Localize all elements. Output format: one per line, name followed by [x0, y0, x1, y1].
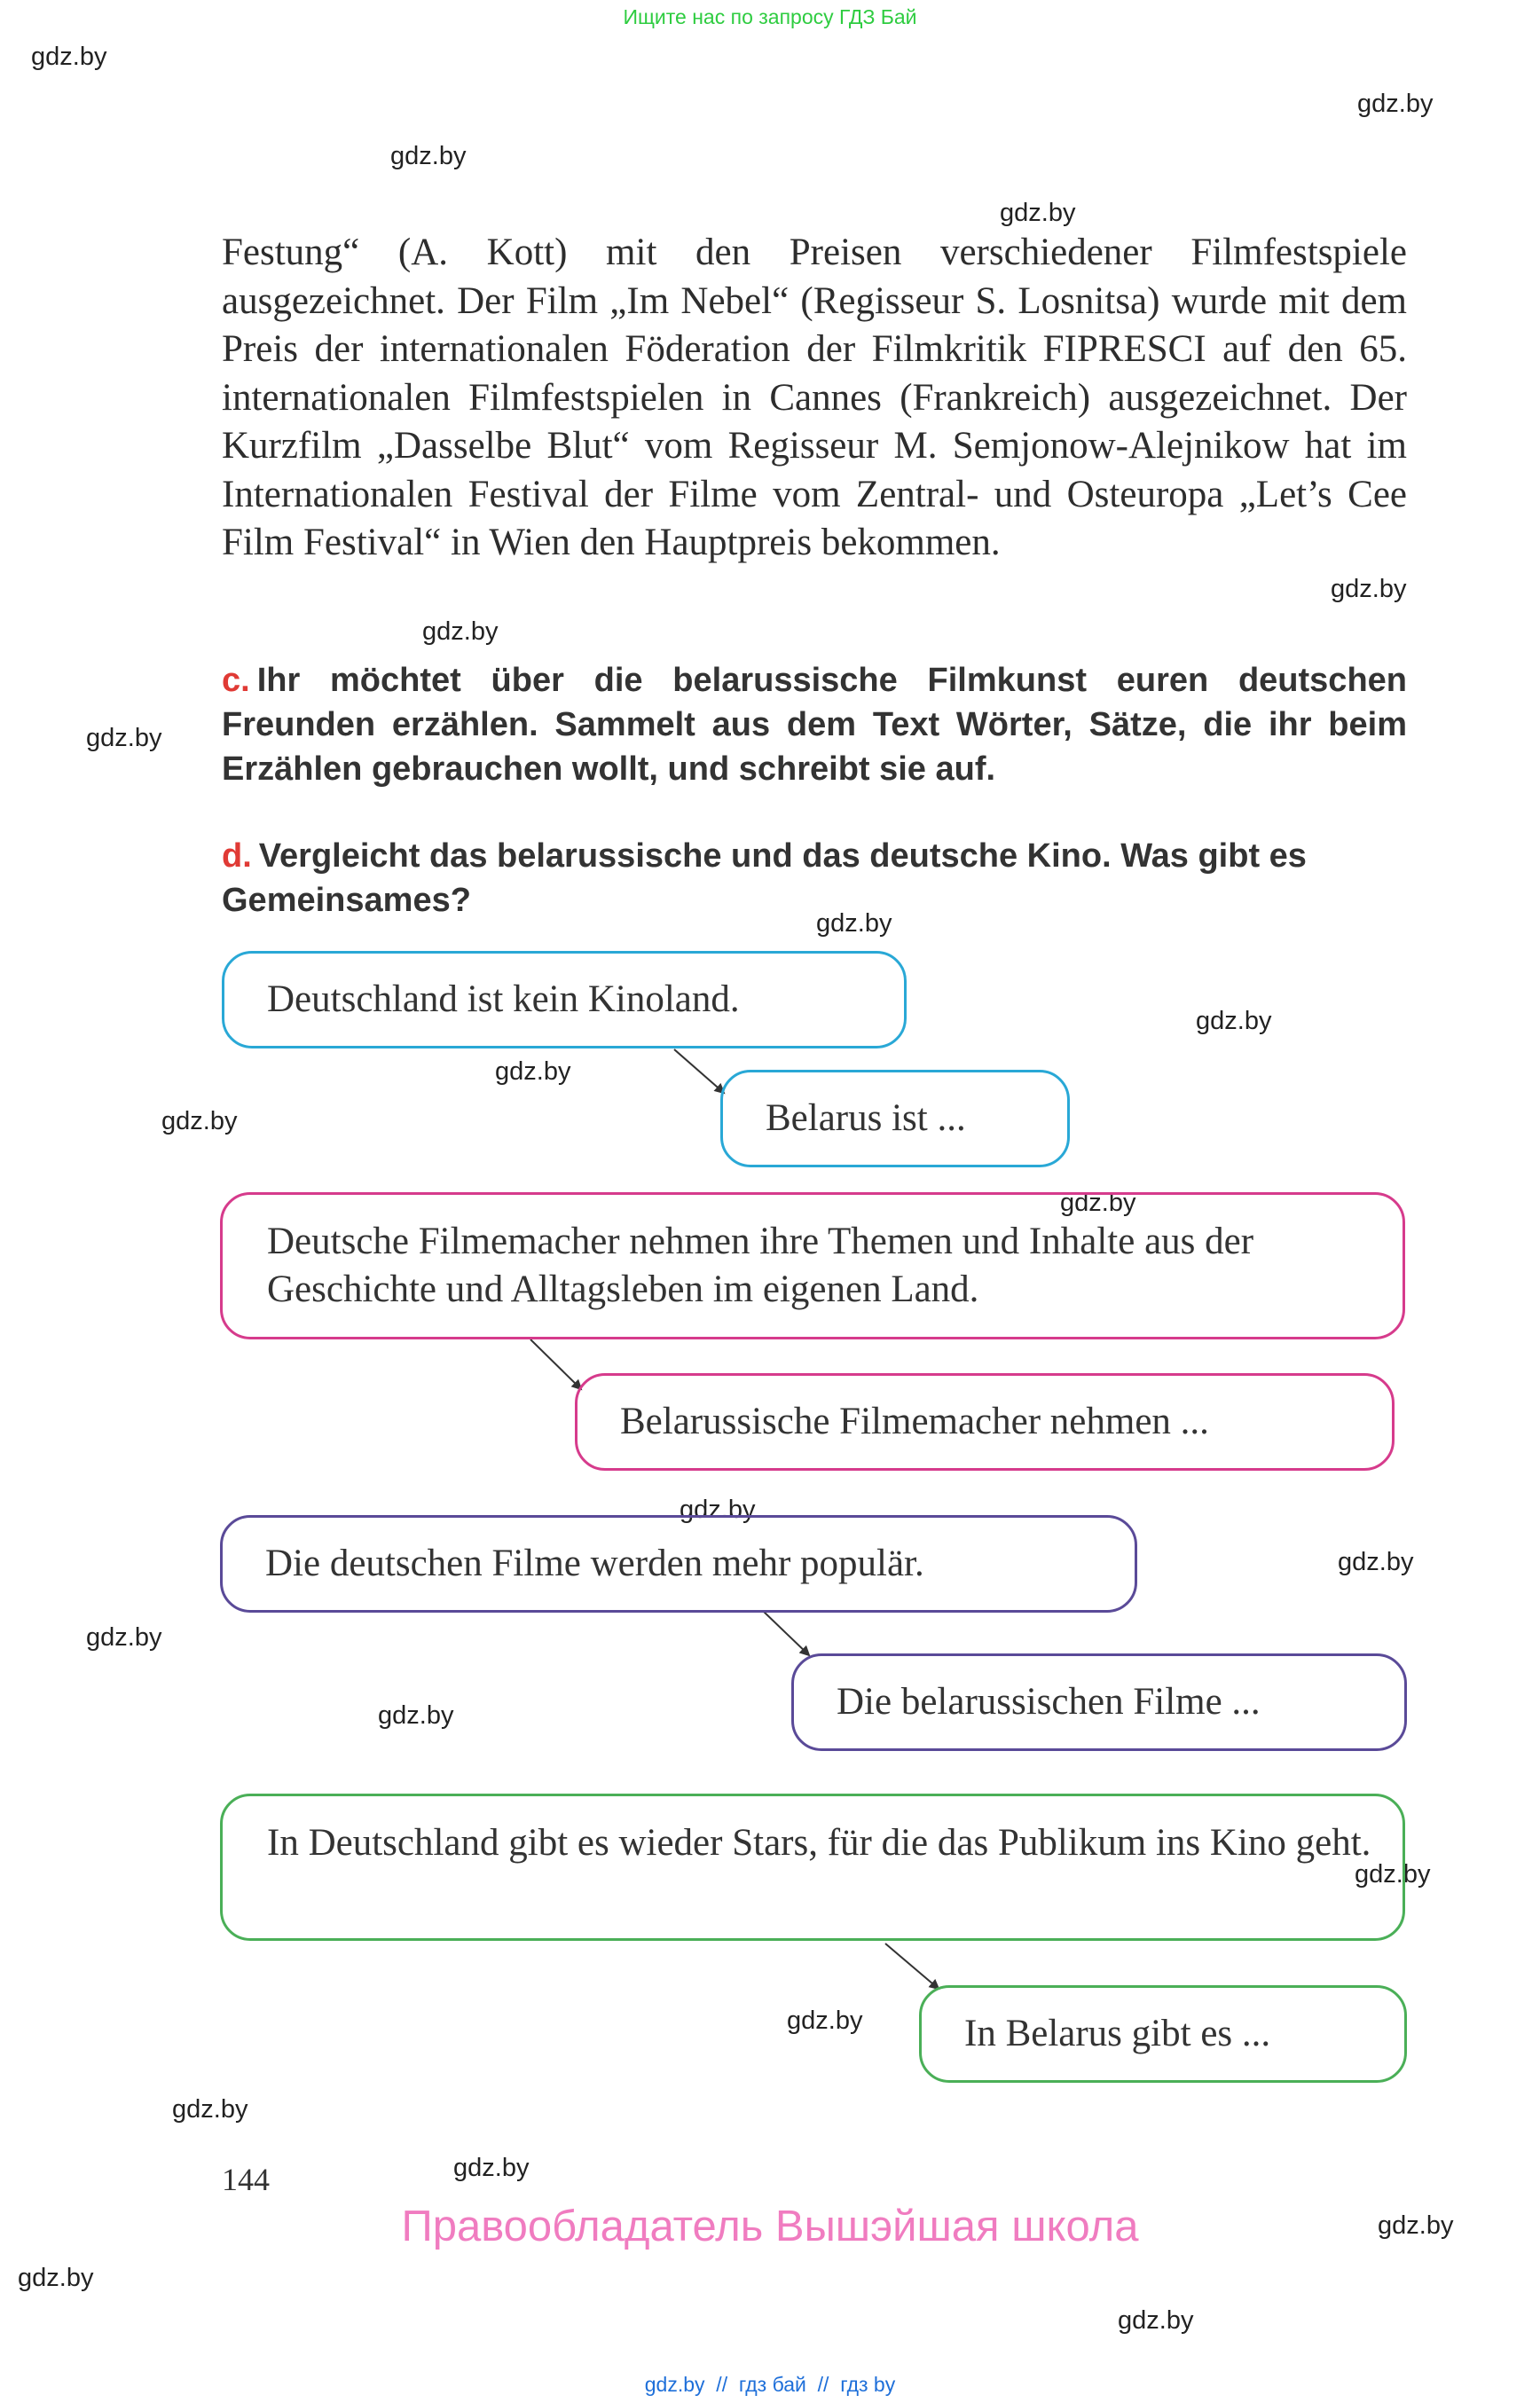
- prompt-bubble-1: Belarus ist ...: [720, 1070, 1070, 1167]
- statement-bubble-1: Deutschland ist kein Kinoland.: [222, 951, 907, 1048]
- watermark: gdz.by: [378, 1701, 454, 1730]
- top-banner: Ищите нас по запросу ГДЗ Бай: [623, 5, 917, 28]
- watermark: gdz.by: [18, 2264, 94, 2292]
- prompt-bubble-3: Die belarussischen Filme ...: [791, 1653, 1407, 1751]
- arrow-3: [763, 1611, 809, 1655]
- task-d-letter: d.: [222, 837, 252, 875]
- watermark: gdz.by: [1060, 1189, 1136, 1217]
- watermark: gdz.by: [1196, 1007, 1272, 1035]
- watermark: gdz.by: [495, 1057, 571, 1086]
- watermark: gdz.by: [1355, 1860, 1431, 1889]
- watermark: gdz.by: [1338, 1548, 1414, 1576]
- watermark: gdz.by: [422, 617, 499, 646]
- watermark: gdz.by: [680, 1496, 756, 1524]
- watermark: gdz.by: [453, 2154, 530, 2182]
- watermark: gdz.by: [161, 1107, 238, 1135]
- task-d-text: Vergleicht das belarussische und das deutsche Kino. Was gibt es Gemeinsames?: [222, 837, 1307, 919]
- statement-bubble-4: In Deutschland gibt es wieder Stars, für die das Publikum ins Kino geht.: [220, 1794, 1405, 1941]
- watermark: gdz.by: [172, 2095, 248, 2124]
- arrow-4: [885, 1944, 939, 1989]
- body-paragraph: Festung“ (A. Kott) mit den Preisen verschiedener Filmfestspiele ausgezeichnet. Der Film „Im Nebel“ (Regisseur S. Losnitsa) wurde mit dem Preis der internationalen Föderation der Filmkritik FIPRESCI auf den 65. internationalen Filmfestspielen in Cannes (Frankreich) ausgezeichnet. Der Kurzfilm „Dasselbe Blut“ vom Regisseur M. Semjonow-Alejnikow hat im Internationalen Festival der Filme vom Zentral- und Osteuropa „Let’s Cee Film Festival“ in Wien den Hauptpreis bekommen.: [222, 232, 1407, 563]
- watermark: gdz.by: [86, 724, 162, 752]
- arrow-2: [530, 1339, 581, 1389]
- watermark: gdz.by: [1357, 90, 1434, 118]
- watermark: gdz.by: [816, 909, 892, 938]
- prompt-bubble-2: Belarussische Filmemacher nehmen ...: [575, 1373, 1395, 1471]
- task-c-letter: c.: [222, 662, 250, 699]
- statement-bubble-3: Die deutschen Filme werden mehr populär.: [220, 1515, 1137, 1613]
- prompt-bubble-4: In Belarus gibt es ...: [919, 1985, 1407, 2083]
- watermark: gdz.by: [1118, 2306, 1194, 2335]
- page-number: 144: [222, 2162, 270, 2197]
- watermark: gdz.by: [1378, 2211, 1454, 2240]
- watermark: gdz.by: [787, 2006, 863, 2035]
- statement-bubble-2: Deutsche Filmemacher nehmen ihre Themen und Inhalte aus der Geschichte und Alltagsleben im eigenen Land.: [220, 1192, 1405, 1339]
- watermark: gdz.by: [86, 1623, 162, 1652]
- task-c-text: Ihr möchtet über die belarussische Filmkunst euren deutschen Freunden erzählen. Sammelt aus dem Text Wörter, Sätze, die ihr beim Erzählen gebrauchen wollt, und schreibt sie auf.: [222, 662, 1407, 788]
- watermark: gdz.by: [1331, 575, 1407, 603]
- watermark: gdz.by: [390, 142, 467, 170]
- arrow-1: [674, 1049, 724, 1093]
- watermark: gdz.by: [1000, 199, 1076, 227]
- watermark: gdz.by: [31, 43, 107, 71]
- copyright-notice: Правообладатель Вышэйшая школа: [401, 2203, 1139, 2250]
- footer-links[interactable]: gdz.by // гдз бай // гдз by: [644, 2373, 896, 2396]
